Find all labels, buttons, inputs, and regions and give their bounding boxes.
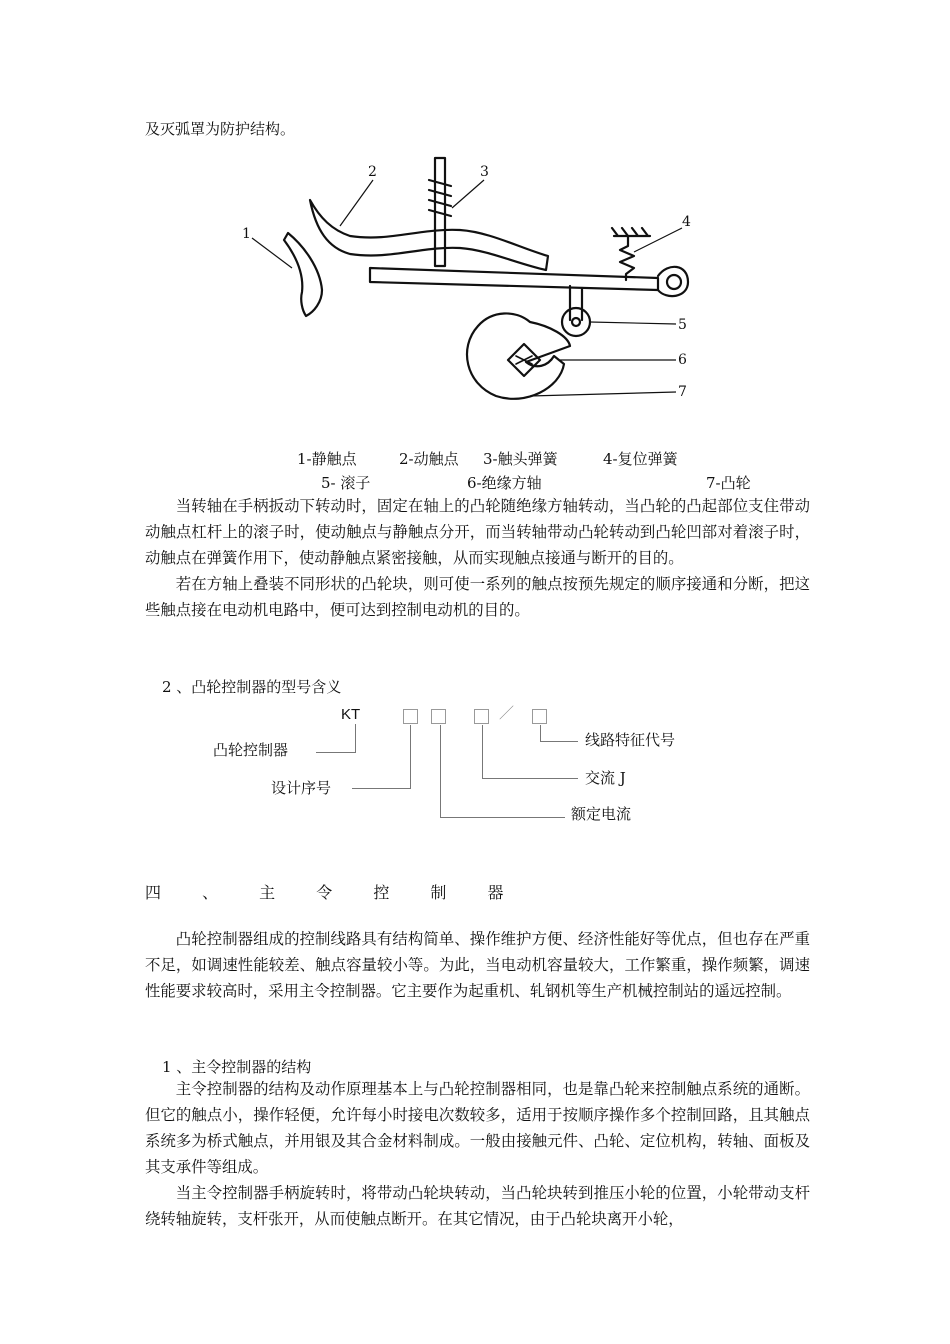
leader-line (355, 724, 356, 752)
leader-line (482, 725, 483, 778)
model-slash: ／ (499, 704, 515, 722)
figure-label-1: 1 (242, 226, 251, 242)
section-title-model-meaning: 2 、凸轮控制器的型号含义 (162, 678, 342, 696)
model-box-rated-current (431, 709, 446, 724)
model-prefix: KT (341, 706, 361, 723)
leader-line (540, 725, 541, 741)
body-text-block-3 (145, 1076, 810, 1232)
caption-item-7: 7-凸轮 (706, 474, 751, 492)
leader-line (410, 725, 411, 788)
paragraph-master-intro: 凸轮控制器组成的控制线路具有结构简单、操作维护方便、经济性能好等优点，但也存在严重不足，如调速性能较差、触点容量较小等。为此，当电动机容量较大，工作繁重，操作频繁，调速性能要求较高时，采用主令控制器。它主要作为起重机、轧钢机等生产机械控制站的遥远控制。 (145, 930, 810, 1000)
figure-label-2: 2 (368, 164, 377, 180)
model-box-ac (474, 709, 489, 724)
return-spring-shape (620, 236, 634, 280)
model-label-design-no: 设计序号 (271, 779, 332, 797)
leader-line (440, 817, 565, 818)
figure-label-5: 5 (678, 317, 687, 333)
top-line: 及灭弧罩为防护结构。 (145, 120, 296, 138)
lever-bar-shape (370, 268, 658, 290)
leader-line (316, 752, 356, 753)
figure-label-6: 6 (678, 352, 687, 368)
leader-line (482, 778, 578, 779)
model-label-rated-current: 额定电流 (571, 805, 632, 823)
roller-shape (562, 308, 590, 336)
paragraph-cam-rotation: 当转轴在手柄扳动下转动时，固定在轴上的凸轮随绝缘方轴转动，当凸轮的凸起部位支住带动动触点杠杆上的滚子时，使动触点与静触点分开，而当转轴带动凸轮转动到凸轮凹部对着滚子时，动触点在弹簧作用下，使动静触点紧密接触，从而实现触点接通与断开的目的。 (145, 497, 810, 567)
pivot-hole-shape (667, 275, 681, 289)
model-label-ac: 交流 J (585, 769, 626, 787)
model-label-cam-controller: 凸轮控制器 (213, 741, 289, 759)
body-text-block-1 (145, 493, 810, 623)
static-contact-shape (284, 233, 322, 316)
caption-item-3: 3-触头弹簧 (483, 450, 558, 468)
roller-axle-shape (572, 318, 580, 326)
leader-line (352, 788, 411, 789)
anchor-shape (612, 228, 650, 236)
pivot-eye-shape (658, 267, 688, 296)
paragraph-stacked-cams: 若在方轴上叠装不同形状的凸轮块，则可使一系列的触点按预先规定的顺序接通和分断，把这些触点接在电动机电路中，便可达到控制电动机的目的。 (145, 575, 810, 619)
spring-coil-shape (429, 180, 451, 216)
caption-item-1: 1-静触点 (297, 450, 357, 468)
figure-label-7: 7 (678, 384, 687, 400)
paragraph-structure: 主令控制器的结构及动作原理基本上与凸轮控制器相同，也是靠凸轮来控制触点系统的通断。但它的触点小，操作轻便，允许每小时接电次数较多，适用于按顺序操作多个控制回路，且其触点系统多为桥式触点，并用银及其合金材料制成。一般由接触元件、凸轮、定位机构，转轴、面板及其支承件等组成。 (145, 1080, 810, 1176)
caption-item-2: 2-动触点 (399, 450, 459, 468)
caption-item-4: 4-复位弹簧 (603, 450, 678, 468)
figure-label-4: 4 (682, 214, 691, 230)
caption-item-5: 5- 滚子 (321, 474, 371, 492)
cam-controller-figure (230, 150, 730, 410)
leader-line (440, 725, 441, 817)
chapter-heading-master-controller: 四 、 主 令 控 制 器 (145, 883, 522, 902)
figure-label-3: 3 (480, 164, 489, 180)
model-box-line-code (532, 709, 547, 724)
paragraph-operation: 当主令控制器手柄旋转时，将带动凸轮块转动，当凸轮块转到推压小轮的位置，小轮带动支杆绕转轴旋转，支杆张开，从而使触点断开。在其它情况，由于凸轮块离开小轮， (145, 1184, 810, 1228)
cam-shape (467, 313, 570, 398)
model-box-design-no (403, 709, 418, 724)
body-text-block-2 (145, 926, 810, 1004)
model-label-line-code: 线路特征代号 (585, 731, 676, 749)
leader-line (540, 741, 578, 742)
section-title-structure: 1 、主令控制器的结构 (162, 1058, 312, 1076)
roller-bracket-shape (570, 286, 582, 320)
caption-item-6: 6-绝缘方轴 (467, 474, 542, 492)
